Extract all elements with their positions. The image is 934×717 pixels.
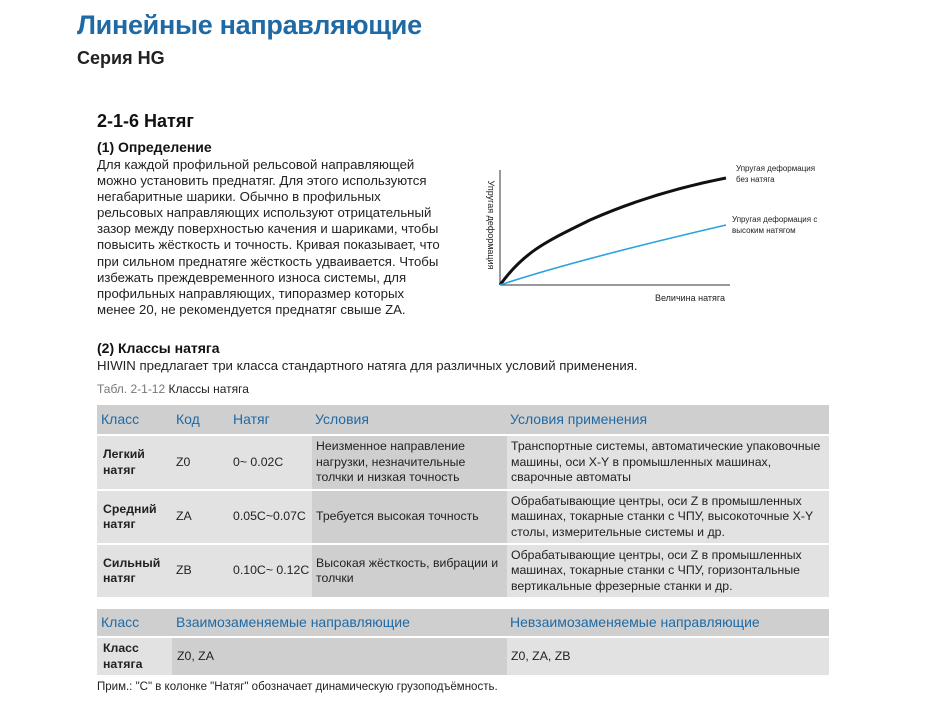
cell-preload: 0~ 0.02C: [233, 454, 284, 469]
cell-non-interchangeable: Z0, ZA, ZB: [511, 648, 571, 663]
cell-code: ZA: [176, 509, 192, 524]
table-row: [97, 436, 829, 489]
header-preload: Натяг: [233, 410, 270, 427]
cell-conditions: Высокая жёсткость, вибрации и толчки: [312, 545, 507, 597]
table-header-row: [97, 405, 829, 434]
header2-class: Класс: [101, 613, 140, 630]
cell-class: [97, 638, 172, 675]
cell-interchangeable: Z0, ZA: [172, 638, 507, 675]
chart-ylabel: Упругая деформация: [486, 180, 496, 270]
class-line2: натяг: [103, 571, 136, 585]
header-code: Код: [176, 410, 200, 427]
class-line1: Класс: [103, 641, 139, 655]
cell-code: ZB: [176, 563, 192, 578]
cell-applications: Транспортные системы, автоматические упаковочные машины, оси X-Y в промышленных машинах, сварочные автоматы: [511, 439, 821, 485]
legend-high-preload-l2: высоким натягом: [732, 226, 796, 235]
class-line2: натяга: [103, 656, 143, 671]
cell-code: Z0: [176, 454, 191, 469]
legend-high-preload-l1: Упругая деформация с: [732, 215, 818, 224]
table-title: Классы натяга: [168, 382, 249, 396]
class-line2: натяг: [103, 517, 136, 531]
section-heading: 2-1-6 Натяг: [97, 111, 194, 131]
cell-conditions: Требуется высокая точность: [312, 491, 507, 543]
cell-class: [97, 491, 172, 543]
curve-no-preload: [500, 178, 726, 285]
classes-intro: HIWIN предлагает три класса стандартного натяга для различных условий применения.: [97, 358, 638, 373]
cell-conditions: Неизменное направление нагрузки, незначительные толчки и низкая точность: [312, 436, 507, 489]
cell-applications: Обрабатывающие центры, оси Z в промышленных машинах, токарные станки с ЧПУ, высокоточные X-Y столы, измерительные системы и др.: [511, 493, 813, 539]
page-subtitle: Серия HG: [77, 48, 165, 68]
table2-header-row: [97, 609, 829, 636]
table2-row: [97, 638, 829, 675]
definition-text: Для каждой профильной рельсовой направляющей можно установить преднатяг. Для этого используются негабаритные шарики. Обычно в профильных рельсовых направляющих используют отрицательный зазор между поверхностью качения и шариками, чтобы повысить жёсткость и точность. Кривая показывает, что при сильном преднатяге жёсткость удваивается. Чтобы избежать преждевременного износа системы, для профильных направляющих, типоразмер которых менее 20, не рекомендуется преднатяг свыше ZA.: [97, 157, 440, 317]
legend-no-preload-l2: без натяга: [736, 175, 775, 184]
page-title: Линейные направляющие: [77, 10, 422, 40]
definition-heading: (1) Определение: [97, 139, 212, 155]
cell-class: [97, 436, 172, 489]
header2-interchangeable: Взаимозаменяемые направляющие: [176, 613, 410, 630]
header-class: Класс: [101, 410, 140, 427]
chart-xlabel: Величина натяга: [654, 293, 726, 303]
class-line1: Легкий: [103, 447, 145, 461]
cell-class: [97, 545, 172, 597]
table-caption: [97, 382, 249, 396]
cell-applications: Обрабатывающие центры, оси Z в промышленных машинах, токарные станки с ЧПУ, горизонтальные вертикальные фрезерные станки и др.: [511, 547, 802, 593]
curve-high-preload: [500, 225, 726, 285]
classes-heading: (2) Классы натяга: [97, 340, 220, 356]
cell-preload: 0.10C~ 0.12C: [233, 563, 310, 578]
header-applications: Условия применения: [510, 410, 648, 427]
class-line2: натяг: [103, 462, 136, 477]
legend-no-preload-l1: Упругая деформация: [736, 164, 816, 173]
header2-non-interchangeable: Невзаимозаменяемые направляющие: [510, 613, 760, 630]
class-line1: Средний: [103, 501, 157, 516]
table-row: [97, 491, 829, 543]
table-number: Табл. 2-1-12: [97, 382, 166, 396]
header-conditions: Условия: [315, 410, 369, 427]
footnote: Прим.: "C" в колонке "Натяг" обозначает динамическую грузоподъёмность.: [97, 681, 498, 693]
cell-preload: 0.05C~0.07C: [233, 509, 306, 524]
class-line1: Сильный: [103, 555, 161, 570]
table-row: [97, 545, 829, 597]
preload-chart: [470, 150, 830, 310]
